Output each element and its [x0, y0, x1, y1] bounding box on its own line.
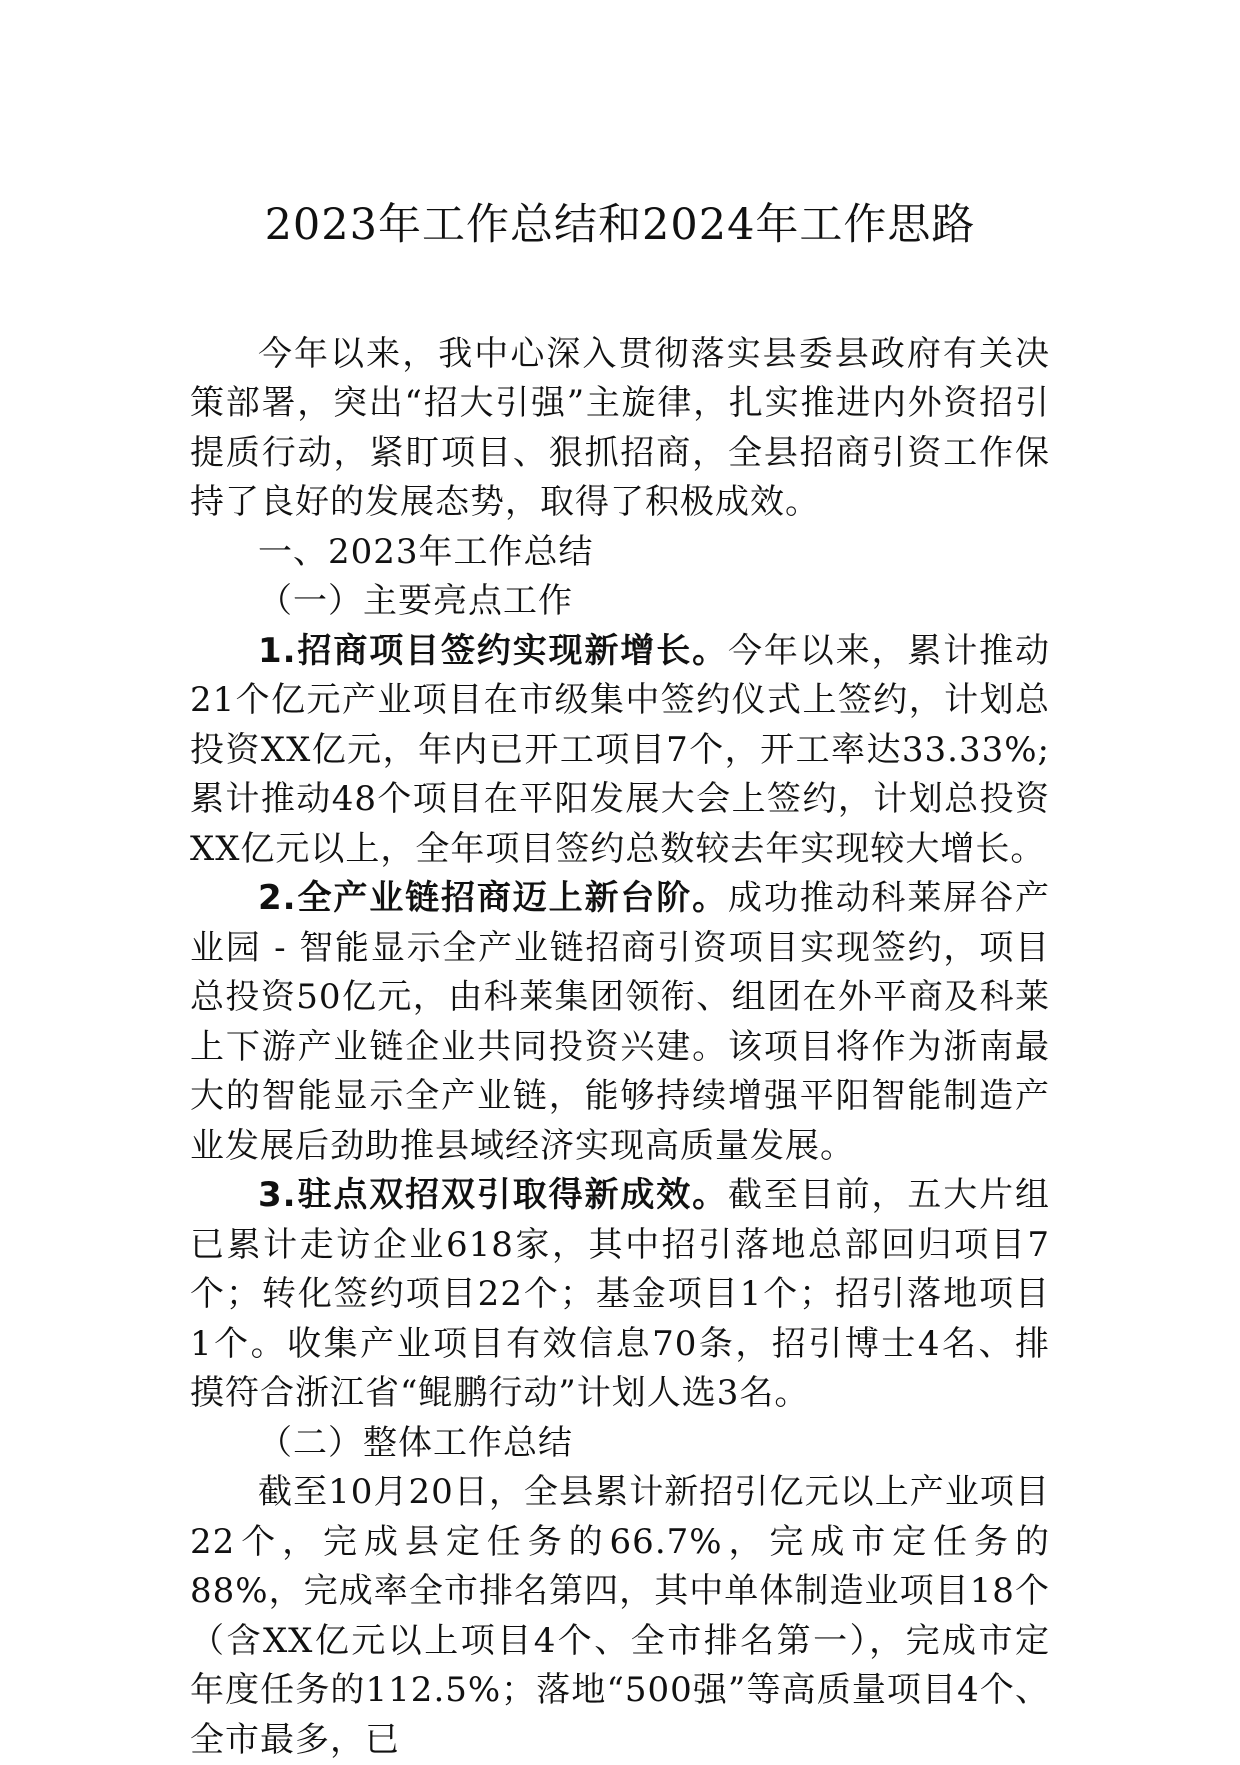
highlight-item-1 [190, 627, 1050, 875]
document-page [190, 200, 1050, 1765]
subsection-heading: （二）整体工作总结 [258, 1422, 573, 1463]
item-text: 成功推动科莱屏谷产业园 - 智能显示全产业链招商引资项目实现签约，项目总投资50亿元，由科莱集团领衔、组团在外平商及科莱上下游产业链企业共同投资兴建。该项目将作为浙南最大的智能显示全产业链，能够持续增强平阳智能制造产业发展后劲助推县域经济实现高质量发展。 [190, 878, 1051, 1166]
item-lead: 1.招商项目签约实现新增长。 [258, 630, 728, 671]
item-text: 今年以来，累计推动21个亿元产业项目在市级集中签约仪式上签约，计划总投资XX亿元，年内已开工项目7个，开工率达33.33%;累计推动48个项目在平阳发展大会上签约，计划总投资XX亿元以上，全年项目签约总数较去年实现较大增长。 [190, 630, 1051, 869]
item-lead: 2.全产业链招商迈上新台阶。 [258, 878, 728, 919]
document-title: 2023年工作总结和2024年工作思路 [264, 200, 976, 250]
summary-paragraph: 截至10月20日，全县累计新招引亿元以上产业项目22个，完成县定任务的66.7%，完成市定任务的88%，完成率全市排名第四，其中单体制造业项目18个（含XX亿元以上项目4个、全市排名第一），完成市定年度任务的112.5%；落地“500强”等高质量项目4个、全市最多，已 [190, 1472, 1050, 1760]
intro-paragraph: 今年以来，我中心深入贯彻落实县委县政府有关决策部署，突出“招大引强”主旋律，扎实推进内外资招引提质行动，紧盯项目、狠抓招商，全县招商引资工作保持了良好的发展态势，取得了积极成效。 [190, 333, 1050, 523]
highlight-item-2 [190, 874, 1050, 1171]
subsection-heading: （一）主要亮点工作 [258, 581, 573, 622]
section-heading: 一、2023年工作总结 [258, 531, 594, 572]
item-text: 截至目前，五大片组已累计走访企业618家，其中招引落地总部回归项目7个；转化签约项目22个；基金项目1个；招引落地项目1个。收集产业项目有效信息70条，招引博士4名、排摸符合浙江省“鲲鹏行动”计划人选3名。 [190, 1175, 1051, 1414]
item-lead: 3.驻点双招双引取得新成效。 [258, 1175, 728, 1216]
highlight-item-3 [190, 1171, 1050, 1419]
